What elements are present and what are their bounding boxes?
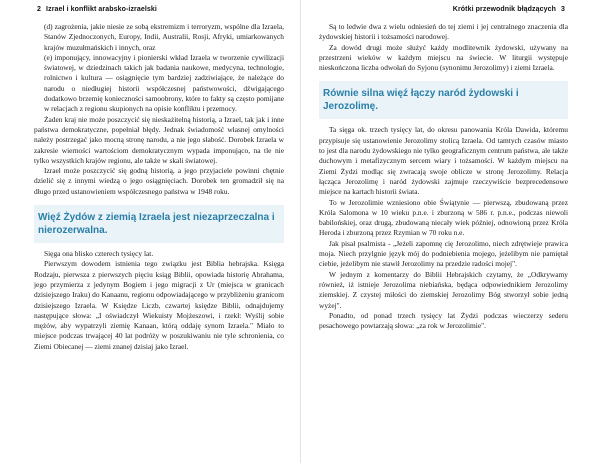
left-paragraph: Sięga ona blisko czterech tysięcy lat. bbox=[44, 249, 154, 259]
right-paragraph: Jak pisał psalmista - „Jeżeli zapomnę cię Jerozolimo, niech zdrętwieje prawica moja. Niech przylgnie język mój do podniebienia mojego, jeżelibym nie pamiętał ciebie, jeżelibym nie stawił Jerozolimy na przedzie radości mojej". bbox=[319, 238, 568, 269]
right-paragraph: W jednym z komentarzy do Biblii Hebrajskich czytamy, że „Odkrywamy również, iż istnieje Jerozolima niebiańska, będąca odpowiednikiem Jerozolimy ziemskiej. Z czystej miłości do ziemskiej Jerozolimy Bóg stworzył sobie jedną wyżej". bbox=[319, 269, 568, 310]
right-section-heading: Równie silna więź łączy naród żydowski i Jerozolimę. bbox=[319, 81, 568, 119]
left-running-header bbox=[34, 6, 157, 13]
right-running-title: Krótki przewodnik błądzących bbox=[452, 6, 556, 13]
right-page-number: 3 bbox=[561, 6, 565, 13]
right-paragraph: Za dowód drugi może służyć każdy modlitewnik żydowski, używany na przestrzeni wieków w każdym miejscu na świecie. W liturgii występuje nieskończona liczba odwołań do Syjonu (synonimu Jerozolimy) i ziemi Izraela. bbox=[319, 42, 568, 73]
left-paragraph-d: (d) zagrożenia, jakie niesie ze sobą ekstremizm i terroryzm, wspólne dla Izraela, Stanów Zjednoczonych, Europy, Indii, Australii, Rosji, Afryki, umiarkowanych krajów muzułmańskich i innych, oraz bbox=[44, 22, 284, 52]
right-paragraph: Są to ledwie dwa z wielu odniesień do tej ziemi i jej centralnego znaczenia dla żydowskiej historii i tożsamości narodowej. bbox=[319, 22, 568, 42]
right-paragraph: Ponadto, od ponad trzech tysięcy lat Żydzi podczas wieczerzy sederu pesachowego powtarzają słowa: „za rok w Jerozolimie". bbox=[319, 310, 568, 331]
left-paragraph-e: (e) imponujący, innowacyjny i pionierski wkład Izraela w tworzenie cywilizacji światowej, w dziedzinach takich jak badania naukowe, medycyna, technologie, rolnictwo i kultura — osiągnięcie tym bardziej zadziwiające, że należące do narodu o niedługiej historii współczesnej państwowości, dźwigającego dodatkowo brzemię konieczności samoobrony, które to fakty są często pomijane w relacjach z regionu skupionych na opisie konfliktu i przemocy. bbox=[44, 52, 284, 114]
left-paragraph: Pierwszym dowodem istnienia tego związku jest Biblia hebrajska. Księga Rodzaju, pierwsza z pierwszych pięciu ksiąg Biblii, opowiada historię Abrahama, jego przymierza z jedynym Bogiem i jego migracji z Ur (miejsca w granicach dzisiejszego Iraku) do Kanaanu, regionu odpowiadającego w przybliżeniu granicom dzisiejszego Izraela. W Księdze Liczb, czwartej księdze Biblii, odnajdujemy następujące słowa: „I oświadczył Wiekuisty Mojżeszowi, i rzekł: Wyślij sobie mężów, aby wypatrzyli ziemię Kanaan, którą oddaję synom Izraela." Miało to miejsce podczas trwającej 40 lat podróży w poszukiwaniu nie tyle schronienia, co Ziemi Obiecanej — ziemi znanej dzisiaj jako Izrael. bbox=[34, 259, 284, 351]
right-paragraph: To w Jerozolimie wzniesiono obie Świątynie — pierwszą, zbudowaną przez Króla Salomona w 10 wieku p.n.e. i zburzoną w 586 r. p.n.e., podczas niewoli babilońskiej, oraz drugą, zbudowaną niecały wiek później, odnowioną przez Króla Heroda i zburzoną przez Rzymian w 70 roku n.e. bbox=[319, 197, 568, 238]
right-paragraph: Ta sięga ok. trzech tysięcy lat, do okresu panowania Króla Dawida, któremu przypisuje się ustanowienie Jerozolimy stolicą Izraela. Od tamtych czasów miasto to jest dla narodu żydowskiego nie tylko geograficznym centrum państwa, ale także duchowym i metafizycznym sercem wiary i tożsamości. W każdym miejscu na Ziemi Żydzi modląc się zwracają swoje oblicze w stronę Jerozolimy. Relacja łącząca Jerozolimę i naród żydowski zajmuje rzeczywiście bezprecedensowe miejsce na kartach historii świata. bbox=[319, 125, 568, 197]
left-section-heading: Więź Żydów z ziemią Izraela jest niezaprzeczalna i nierozerwalna. bbox=[34, 205, 284, 243]
right-running-header bbox=[453, 6, 568, 13]
left-paragraph: Żaden kraj nie może poszczycić się nieskażitelną historią, a Izrael, tak jak i inne państwa demokratyczne, popełniał błędy. Jednak świadomość własnej omylności należy postrzegać jako mocną stronę narodu, a nie jego słabość. Dorobek Izraela w zakresie wierności wartościom demokratycznym wypada imponująco, na tle nie tylko wszystkich krajów regionu, ale także w skali światowej. bbox=[34, 114, 284, 165]
right-page bbox=[300, 0, 600, 463]
left-running-title: Izrael i konflikt arabsko-izraelski bbox=[46, 6, 157, 13]
left-page-number: 2 bbox=[37, 6, 41, 13]
left-paragraph: Izrael może poszczycić się godną historią, a jego przyjaciele powinni chętnie dzielić się z innymi wiedzą o jego osiągnięciach. Dorobek ten gromadził się na długo przed ustanowieniem współczesnego państwa w 1948 roku. bbox=[34, 166, 284, 196]
